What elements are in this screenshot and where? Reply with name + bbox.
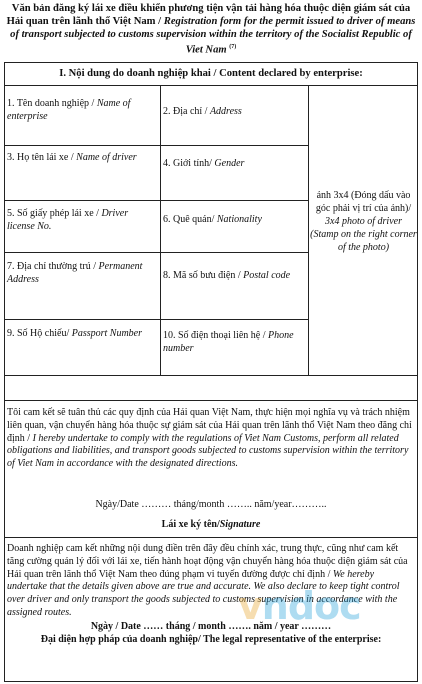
grid-row [5,200,308,201]
field-enterprise-name: 1. Tên doanh nghiệp / Name of enterprise [7,98,131,122]
grid-row [5,252,308,253]
grid-col-2 [308,85,309,375]
divider [5,85,417,86]
grid-col-1 [160,85,161,375]
legal-representative-label: Đại diện hợp pháp của doanh nghiệp/ The legal representative of the enterprise: [40,634,382,645]
field-gender: 4. Giới tính/ Gender [163,158,245,169]
field-driver-license: 5. Số giấy phép lái xe / Driver license No. [7,208,129,232]
title-en: Registration form for the permit issued to driver of means of transport subjected to customs supervision within the territory of the Socialist Republic of Viet Nam [10,16,416,56]
field-driver-name: 3. Họ tên lái xe / Name of driver [7,152,137,163]
field-passport-number: 9. Số Hộ chiếu/ Passport Number [7,328,143,339]
field-nationality: 6. Quê quán/ Nationality [163,214,262,225]
field-permanent-address: 7. Địa chỉ thường trú / Permanent Address [7,261,143,285]
grid-row [5,145,308,146]
enterprise-commitment: Doanh nghiệp cam kết những nội dung điền trên đây đều chính xác, trung thực, cũng như cam kết tăng cường quản lý đối với lái xe, tiến hành hoạt động vận chuyển hàng hóa thuộc diện giám sát của Hải quan trên lãnh thổ Việt Nam theo đúng phạm vi tuyến đường được chỉ định / We hereby undertake that the details given above are true and accurate. We also declare to keep tight control over driver and only transport the goods subjected to customs supervision in accordance with the assigned routes. [7,543,408,618]
date-line-enterprise: Ngày / Date …… tháng / month ……. năm / year ……… [90,621,332,632]
grid-row [5,375,417,376]
watermark-logo: vndoc [238,584,361,628]
title-vn: Văn bản đăng ký lái xe điều khiển phương tiện vận tải hàng hóa thuộc diện giám sát của Hải quan trên lãnh thổ Việt Nam / [6,3,411,27]
title-note: (7) [229,44,237,50]
field-phone-number: 10. Số điện thoại liên hệ / Phone number [163,330,294,354]
grid-row [5,400,417,401]
grid-row [5,319,308,320]
field-address: 2. Địa chỉ / Address [163,106,242,117]
document-title [4,2,418,57]
driver-commitment: Tôi cam kết sẽ tuân thủ các quy định của Hải quan Việt Nam, thực hiện mọi nghĩa vụ và trách nhiệm liên quan, vận chuyển hàng hóa thuộc sự giám sát của Hải quan trên lãnh thổ Việt Nam theo đăng chỉ định / I hereby undertake to comply with the regulations of Viet Nam Customs, perform all related obligations and liabilities, and transport goods subjected to customs supervision within the territory of Viet Nam in accordance with the designated directions. [7,407,412,470]
date-line-driver: Ngày/Date ……… tháng/month …….. năm/year……….. [95,499,327,510]
driver-signature-label: Lái xe ký tên/Signature [161,519,261,530]
field-postal-code: 8. Mã số bưu điện / Postal code [163,270,291,281]
photo-placeholder: ảnh 3x4 (Đóng dấu vào góc phải vị trí của ảnh)/ 3x4 photo of driver (Stamp on the right corner of the photo) [310,190,417,253]
divider [5,537,417,538]
section-heading: I. Nội dung do doanh nghiệp khai / Content declared by enterprise: [59,68,363,79]
